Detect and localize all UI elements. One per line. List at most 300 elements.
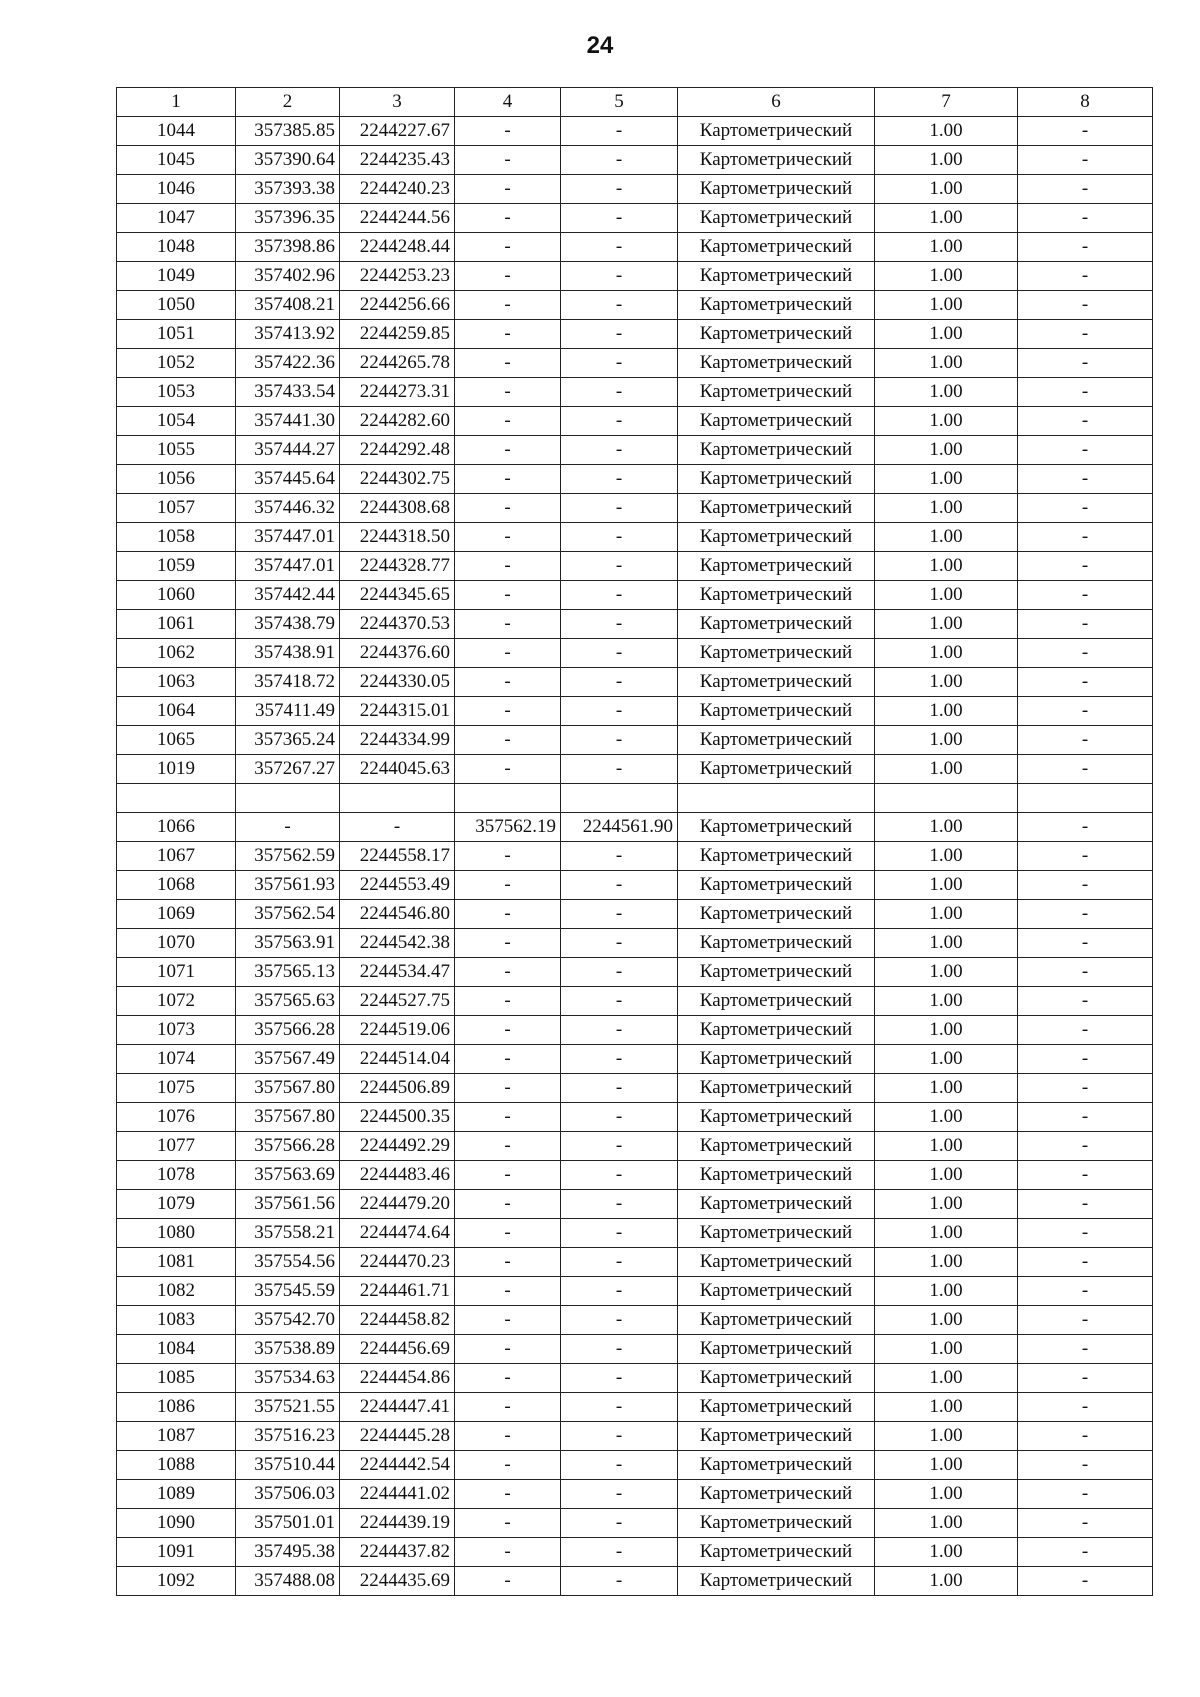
- table-cell: 1.00: [875, 697, 1018, 726]
- table-cell: 1086: [117, 1393, 236, 1422]
- table-cell: 357567.80: [236, 1074, 340, 1103]
- table-cell: Картометрический: [678, 117, 875, 146]
- table-row: [117, 1248, 1153, 1277]
- table-cell: 1.00: [875, 378, 1018, 407]
- table-cell: 2244519.06: [340, 1016, 455, 1045]
- table-cell: -: [561, 523, 678, 552]
- table-row: [117, 1393, 1153, 1422]
- column-header: 5: [561, 88, 678, 117]
- table-cell: -: [455, 1016, 561, 1045]
- table-cell: 1.00: [875, 1480, 1018, 1509]
- table-cell: 2244527.75: [340, 987, 455, 1016]
- table-cell: 357565.13: [236, 958, 340, 987]
- table-row: [117, 1306, 1153, 1335]
- table-cell: -: [561, 1480, 678, 1509]
- table-cell: 1.00: [875, 349, 1018, 378]
- table-cell: 2244506.89: [340, 1074, 455, 1103]
- coordinates-table: [116, 87, 1153, 1596]
- table-cell: -: [561, 1074, 678, 1103]
- table-cell: Картометрический: [678, 1103, 875, 1132]
- table-cell: -: [1018, 175, 1153, 204]
- table-cell: 1066: [117, 813, 236, 842]
- table-row: [117, 726, 1153, 755]
- table-cell: 357418.72: [236, 668, 340, 697]
- table-cell: 2244561.90: [561, 813, 678, 842]
- table-cell: -: [455, 523, 561, 552]
- table-cell: 1079: [117, 1190, 236, 1219]
- table-cell: Картометрический: [678, 1509, 875, 1538]
- table-cell: 2244492.29: [340, 1132, 455, 1161]
- table-cell: Картометрический: [678, 610, 875, 639]
- table-cell: -: [1018, 1016, 1153, 1045]
- table-cell: 1.00: [875, 871, 1018, 900]
- table-cell: 2244308.68: [340, 494, 455, 523]
- table-cell: 1085: [117, 1364, 236, 1393]
- table-cell: -: [455, 1248, 561, 1277]
- table-cell: Картометрический: [678, 146, 875, 175]
- table-cell: -: [455, 668, 561, 697]
- table-cell: -: [455, 871, 561, 900]
- table-cell: -: [1018, 813, 1153, 842]
- table-cell: 1080: [117, 1219, 236, 1248]
- table-cell: -: [455, 320, 561, 349]
- table-cell: -: [1018, 1277, 1153, 1306]
- table-cell: -: [561, 1132, 678, 1161]
- table-row: [117, 639, 1153, 668]
- table-cell: Картометрический: [678, 204, 875, 233]
- table-cell: -: [1018, 233, 1153, 262]
- table-cell: -: [340, 813, 455, 842]
- table-cell: -: [561, 349, 678, 378]
- table-cell: -: [455, 175, 561, 204]
- table-cell: -: [455, 755, 561, 784]
- table-cell: 1.00: [875, 407, 1018, 436]
- table-cell: -: [1018, 639, 1153, 668]
- table-cell: 2244435.69: [340, 1567, 455, 1596]
- table-cell: 357442.44: [236, 581, 340, 610]
- table-cell: 2244479.20: [340, 1190, 455, 1219]
- table-cell: -: [1018, 610, 1153, 639]
- table-cell: Картометрический: [678, 1161, 875, 1190]
- table-cell: -: [455, 1480, 561, 1509]
- table-cell: -: [1018, 523, 1153, 552]
- table-cell: 1059: [117, 552, 236, 581]
- table-row: [117, 987, 1153, 1016]
- column-header: 4: [455, 88, 561, 117]
- table-cell: 357433.54: [236, 378, 340, 407]
- table-cell: -: [561, 1451, 678, 1480]
- table-cell: -: [455, 233, 561, 262]
- table-cell: -: [1018, 1538, 1153, 1567]
- table-cell: Картометрический: [678, 1045, 875, 1074]
- table-cell: [117, 784, 236, 813]
- table-cell: 1.00: [875, 900, 1018, 929]
- table-cell: -: [561, 465, 678, 494]
- table-cell: -: [1018, 726, 1153, 755]
- table-cell: 2244292.48: [340, 436, 455, 465]
- table-cell: 1068: [117, 871, 236, 900]
- table-cell: -: [1018, 1422, 1153, 1451]
- table-cell: -: [455, 1132, 561, 1161]
- table-cell: Картометрический: [678, 1219, 875, 1248]
- table-cell: 2244302.75: [340, 465, 455, 494]
- table-cell: -: [561, 1393, 678, 1422]
- table-cell: Картометрический: [678, 552, 875, 581]
- table-cell: 357561.93: [236, 871, 340, 900]
- table-cell: -: [455, 291, 561, 320]
- table-cell: -: [561, 1538, 678, 1567]
- table-cell: Картометрический: [678, 639, 875, 668]
- column-header: 8: [1018, 88, 1153, 117]
- table-cell: 2244437.82: [340, 1538, 455, 1567]
- table-header-row: [117, 88, 1153, 117]
- table-cell: 1.00: [875, 262, 1018, 291]
- table-cell: 1073: [117, 1016, 236, 1045]
- table-cell: 1047: [117, 204, 236, 233]
- table-cell: 357566.28: [236, 1132, 340, 1161]
- table-cell: 1049: [117, 262, 236, 291]
- table-cell: 357447.01: [236, 523, 340, 552]
- table-row: [117, 349, 1153, 378]
- table-cell: 1051: [117, 320, 236, 349]
- table-cell: 2244470.23: [340, 1248, 455, 1277]
- table-cell: 2244439.19: [340, 1509, 455, 1538]
- table-cell: 357393.38: [236, 175, 340, 204]
- table-cell: 1.00: [875, 1277, 1018, 1306]
- table-cell: Картометрический: [678, 668, 875, 697]
- table-cell: 1.00: [875, 1161, 1018, 1190]
- table-cell: -: [561, 1306, 678, 1335]
- table-cell: 357561.56: [236, 1190, 340, 1219]
- table-cell: 1.00: [875, 1364, 1018, 1393]
- table-cell: 357538.89: [236, 1335, 340, 1364]
- table-cell: 2244273.31: [340, 378, 455, 407]
- table-cell: 2244259.85: [340, 320, 455, 349]
- table-cell: Картометрический: [678, 320, 875, 349]
- table-cell: [455, 784, 561, 813]
- table-cell: 357562.59: [236, 842, 340, 871]
- table-cell: Картометрический: [678, 349, 875, 378]
- table-cell: 1.00: [875, 1335, 1018, 1364]
- table-row: [117, 1364, 1153, 1393]
- table-cell: 357441.30: [236, 407, 340, 436]
- table-cell: 357438.79: [236, 610, 340, 639]
- table-cell: 1.00: [875, 552, 1018, 581]
- table-cell: 1046: [117, 175, 236, 204]
- table-cell: 357563.69: [236, 1161, 340, 1190]
- table-cell: -: [1018, 436, 1153, 465]
- table-cell: 357554.56: [236, 1248, 340, 1277]
- table-row: [117, 117, 1153, 146]
- table-cell: 2244447.41: [340, 1393, 455, 1422]
- table-cell: -: [455, 726, 561, 755]
- table-row: [117, 581, 1153, 610]
- table-row: [117, 1509, 1153, 1538]
- table-row: [117, 813, 1153, 842]
- table-cell: -: [561, 378, 678, 407]
- table-cell: -: [455, 842, 561, 871]
- table-row: [117, 204, 1153, 233]
- table-row: [117, 262, 1153, 291]
- table-cell: 2244253.23: [340, 262, 455, 291]
- table-cell: -: [455, 958, 561, 987]
- table-cell: 357521.55: [236, 1393, 340, 1422]
- table-cell: 1.00: [875, 204, 1018, 233]
- table-cell: 1.00: [875, 465, 1018, 494]
- table-cell: 357398.86: [236, 233, 340, 262]
- table-cell: -: [455, 697, 561, 726]
- table-cell: 2244235.43: [340, 146, 455, 175]
- table-cell: 1.00: [875, 842, 1018, 871]
- table-cell: Картометрический: [678, 291, 875, 320]
- table-cell: 1065: [117, 726, 236, 755]
- table-cell: 2244334.99: [340, 726, 455, 755]
- table-cell: 1067: [117, 842, 236, 871]
- table-cell: 1090: [117, 1509, 236, 1538]
- table-cell: -: [561, 1567, 678, 1596]
- table-row: [117, 233, 1153, 262]
- table-cell: 357534.63: [236, 1364, 340, 1393]
- table-cell: 357444.27: [236, 436, 340, 465]
- table-cell: -: [455, 1364, 561, 1393]
- table-cell: 2244244.56: [340, 204, 455, 233]
- table-cell: 2244240.23: [340, 175, 455, 204]
- table-cell: 1.00: [875, 1045, 1018, 1074]
- table-cell: 1076: [117, 1103, 236, 1132]
- table-row: [117, 1161, 1153, 1190]
- table-row: [117, 1567, 1153, 1596]
- table-cell: 2244514.04: [340, 1045, 455, 1074]
- table-cell: Картометрический: [678, 378, 875, 407]
- table-cell: 1.00: [875, 1567, 1018, 1596]
- table-cell: 1.00: [875, 1538, 1018, 1567]
- table-cell: -: [1018, 1103, 1153, 1132]
- table-cell: -: [1018, 958, 1153, 987]
- table-cell: -: [1018, 581, 1153, 610]
- table-cell: 2244045.63: [340, 755, 455, 784]
- table-cell: 357445.64: [236, 465, 340, 494]
- table-cell: -: [561, 1016, 678, 1045]
- table-cell: 1070: [117, 929, 236, 958]
- table-cell: 1.00: [875, 1219, 1018, 1248]
- table-cell: 357365.24: [236, 726, 340, 755]
- table-cell: 1078: [117, 1161, 236, 1190]
- table-cell: 357510.44: [236, 1451, 340, 1480]
- table-cell: Картометрический: [678, 1074, 875, 1103]
- table-cell: Картометрический: [678, 1422, 875, 1451]
- table-cell: -: [561, 1509, 678, 1538]
- table-cell: -: [455, 1045, 561, 1074]
- table-cell: 2244553.49: [340, 871, 455, 900]
- table-cell: -: [1018, 668, 1153, 697]
- table-cell: -: [455, 1219, 561, 1248]
- table-cell: 1075: [117, 1074, 236, 1103]
- column-header: 2: [236, 88, 340, 117]
- table-cell: -: [1018, 1074, 1153, 1103]
- table-cell: 1087: [117, 1422, 236, 1451]
- table-cell: 357565.63: [236, 987, 340, 1016]
- table-cell: -: [1018, 1161, 1153, 1190]
- table-cell: -: [1018, 900, 1153, 929]
- table-cell: 357390.64: [236, 146, 340, 175]
- table-cell: 1.00: [875, 1393, 1018, 1422]
- table-cell: 1062: [117, 639, 236, 668]
- table-cell: -: [455, 1451, 561, 1480]
- table-cell: 1063: [117, 668, 236, 697]
- table-cell: Картометрический: [678, 1190, 875, 1219]
- table-cell: Картометрический: [678, 1306, 875, 1335]
- table-row: [117, 958, 1153, 987]
- table-cell: -: [455, 1306, 561, 1335]
- table-cell: -: [455, 929, 561, 958]
- table-cell: 1.00: [875, 1103, 1018, 1132]
- table-cell: 2244558.17: [340, 842, 455, 871]
- table-cell: 1057: [117, 494, 236, 523]
- table-cell: -: [1018, 1451, 1153, 1480]
- table-cell: -: [455, 436, 561, 465]
- table-cell: -: [561, 755, 678, 784]
- table-cell: Картометрический: [678, 958, 875, 987]
- table-cell: Картометрический: [678, 1016, 875, 1045]
- table-row: [117, 1451, 1153, 1480]
- table-row: [117, 1480, 1153, 1509]
- table-row: [117, 1016, 1153, 1045]
- table-cell: Картометрический: [678, 987, 875, 1016]
- table-cell: -: [561, 1364, 678, 1393]
- table-cell: 1.00: [875, 117, 1018, 146]
- table-row: [117, 1277, 1153, 1306]
- table-cell: -: [561, 436, 678, 465]
- table-cell: -: [1018, 117, 1153, 146]
- table-cell: -: [455, 1335, 561, 1364]
- table-cell: 1092: [117, 1567, 236, 1596]
- table-cell: -: [561, 117, 678, 146]
- table-row: [117, 1335, 1153, 1364]
- table-cell: -: [1018, 1393, 1153, 1422]
- table-cell: 357542.70: [236, 1306, 340, 1335]
- table-cell: 2244248.44: [340, 233, 455, 262]
- table-cell: Картометрический: [678, 175, 875, 204]
- table-cell: 1061: [117, 610, 236, 639]
- table-cell: 1.00: [875, 233, 1018, 262]
- table-cell: -: [455, 1509, 561, 1538]
- table-cell: -: [561, 900, 678, 929]
- table-cell: 2244483.46: [340, 1161, 455, 1190]
- table-cell: 2244461.71: [340, 1277, 455, 1306]
- table-cell: 2244542.38: [340, 929, 455, 958]
- table-cell: 1058: [117, 523, 236, 552]
- table-cell: Картометрический: [678, 494, 875, 523]
- table-cell: 1.00: [875, 146, 1018, 175]
- table-row: [117, 146, 1153, 175]
- table-cell: 1055: [117, 436, 236, 465]
- table-cell: Картометрический: [678, 1538, 875, 1567]
- table-cell: -: [455, 987, 561, 1016]
- table-cell: -: [1018, 378, 1153, 407]
- table-cell: 2244458.82: [340, 1306, 455, 1335]
- table-cell: -: [455, 407, 561, 436]
- table-cell: [678, 784, 875, 813]
- table-cell: 1091: [117, 1538, 236, 1567]
- table-cell: Картометрический: [678, 1248, 875, 1277]
- table-cell: 357385.85: [236, 117, 340, 146]
- table-row: [117, 1045, 1153, 1074]
- table-cell: 357488.08: [236, 1567, 340, 1596]
- table-cell: Картометрический: [678, 1393, 875, 1422]
- table-cell: -: [561, 552, 678, 581]
- table-row: [117, 929, 1153, 958]
- table-cell: -: [455, 1538, 561, 1567]
- table-cell: -: [455, 1277, 561, 1306]
- table-cell: 2244445.28: [340, 1422, 455, 1451]
- table-cell: 357562.19: [455, 813, 561, 842]
- table-row: [117, 552, 1153, 581]
- table-row: [117, 755, 1153, 784]
- table-cell: -: [561, 726, 678, 755]
- table-cell: 1.00: [875, 1132, 1018, 1161]
- table-cell: 2244546.80: [340, 900, 455, 929]
- table-cell: Картометрический: [678, 900, 875, 929]
- table-cell: -: [561, 320, 678, 349]
- table-row: [117, 465, 1153, 494]
- table-cell: Картометрический: [678, 1277, 875, 1306]
- table-row: [117, 842, 1153, 871]
- table-cell: 357562.54: [236, 900, 340, 929]
- table-cell: -: [1018, 349, 1153, 378]
- table-cell: 357558.21: [236, 1219, 340, 1248]
- table-cell: 2244474.64: [340, 1219, 455, 1248]
- table-row: [117, 900, 1153, 929]
- table-cell: 2244315.01: [340, 697, 455, 726]
- column-header: 7: [875, 88, 1018, 117]
- table-cell: -: [455, 552, 561, 581]
- table-cell: -: [455, 581, 561, 610]
- table-cell: 1.00: [875, 987, 1018, 1016]
- table-row: [117, 320, 1153, 349]
- table-cell: 357413.92: [236, 320, 340, 349]
- table-row: [117, 436, 1153, 465]
- table-cell: 1.00: [875, 175, 1018, 204]
- table-cell: 1083: [117, 1306, 236, 1335]
- table-cell: Картометрический: [678, 697, 875, 726]
- table-row: [117, 1422, 1153, 1451]
- table-cell: 1064: [117, 697, 236, 726]
- table-cell: 1048: [117, 233, 236, 262]
- table-cell: 1.00: [875, 1248, 1018, 1277]
- table-cell: Картометрический: [678, 465, 875, 494]
- table-cell: 1077: [117, 1132, 236, 1161]
- table-cell: Картометрический: [678, 929, 875, 958]
- table-cell: [875, 784, 1018, 813]
- table-cell: Картометрический: [678, 436, 875, 465]
- table-cell: -: [561, 639, 678, 668]
- table-cell: 1.00: [875, 320, 1018, 349]
- table-cell: -: [236, 813, 340, 842]
- table-cell: -: [561, 929, 678, 958]
- table-cell: 1060: [117, 581, 236, 610]
- table-cell: -: [561, 1103, 678, 1132]
- table-cell: 1.00: [875, 291, 1018, 320]
- table-cell: 357506.03: [236, 1480, 340, 1509]
- column-header: 6: [678, 88, 875, 117]
- table-cell: 2244454.86: [340, 1364, 455, 1393]
- table-cell: 2244500.35: [340, 1103, 455, 1132]
- table-cell: -: [561, 175, 678, 204]
- table-cell: -: [561, 871, 678, 900]
- table-cell: 1.00: [875, 1016, 1018, 1045]
- table-cell: 2244442.54: [340, 1451, 455, 1480]
- table-cell: 1056: [117, 465, 236, 494]
